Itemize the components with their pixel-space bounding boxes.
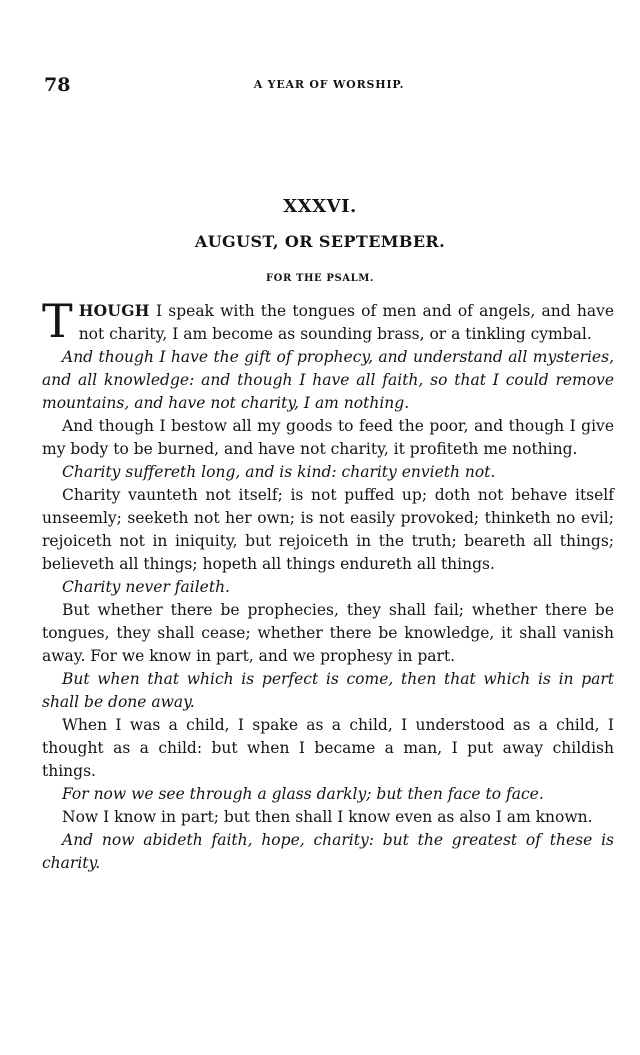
verse-text: I speak with the tongues of men and of angels, and have not charity, I am become as sounding brass, or a tinkling cymbal. <box>78 302 614 343</box>
psalm-text <box>42 294 614 875</box>
verse-reader <box>42 294 614 348</box>
section-subtitle: FOR THE PSALM. <box>265 273 375 284</box>
running-head <box>44 74 614 98</box>
verse-response: Charity suffereth long, and is kind: charity envieth not. <box>62 463 496 481</box>
verse-reader: And though I bestow all my goods to feed the poor, and though I give my body to be burned, and have not charity, it profiteth me nothing. <box>42 417 614 458</box>
drop-cap: T <box>42 294 73 348</box>
section-numeral: XXXVI. <box>283 196 357 217</box>
first-word: HOUGH <box>78 301 150 320</box>
verse-response: And now abideth faith, hope, charity: but the greatest of these is charity. <box>42 831 614 872</box>
running-title: A YEAR OF WORSHIP. <box>253 78 405 91</box>
verse-response: And though I have the gift of prophecy, and understand all mysteries, and all knowledge: and though I have all faith, so that I could remove mountains, and have not charity, I am nothing. <box>42 348 614 412</box>
verse-response: For now we see through a glass darkly; but then face to face. <box>62 785 544 803</box>
page-number: 78 <box>44 74 71 96</box>
verse-reader: When I was a child, I spake as a child, I understood as a child, I thought as a child: but when I became a man, I put away childish things. <box>42 716 614 780</box>
verse-response: But when that which is perfect is come, then that which is in part shall be done away. <box>42 670 614 711</box>
verse-response: Charity never faileth. <box>62 578 230 596</box>
section-title: AUGUST, OR SEPTEMBER. <box>194 232 446 251</box>
verse-reader: Now I know in part; but then shall I know even as also I am known. <box>62 808 593 826</box>
verse-reader: But whether there be prophecies, they shall fail; whether there be tongues, they shall cease; whether there be knowledge, it shall vanish away. For we know in part, and we prophesy in part. <box>42 601 614 665</box>
verse-reader: Charity vaunteth not itself; is not puffed up; doth not behave itself unseemly; seeketh not her own; is not easily provoked; thinketh no evil; rejoiceth not in iniquity, but rejoiceth in the truth; beareth all things; believeth all things; hopeth all things endureth all things. <box>42 486 614 573</box>
